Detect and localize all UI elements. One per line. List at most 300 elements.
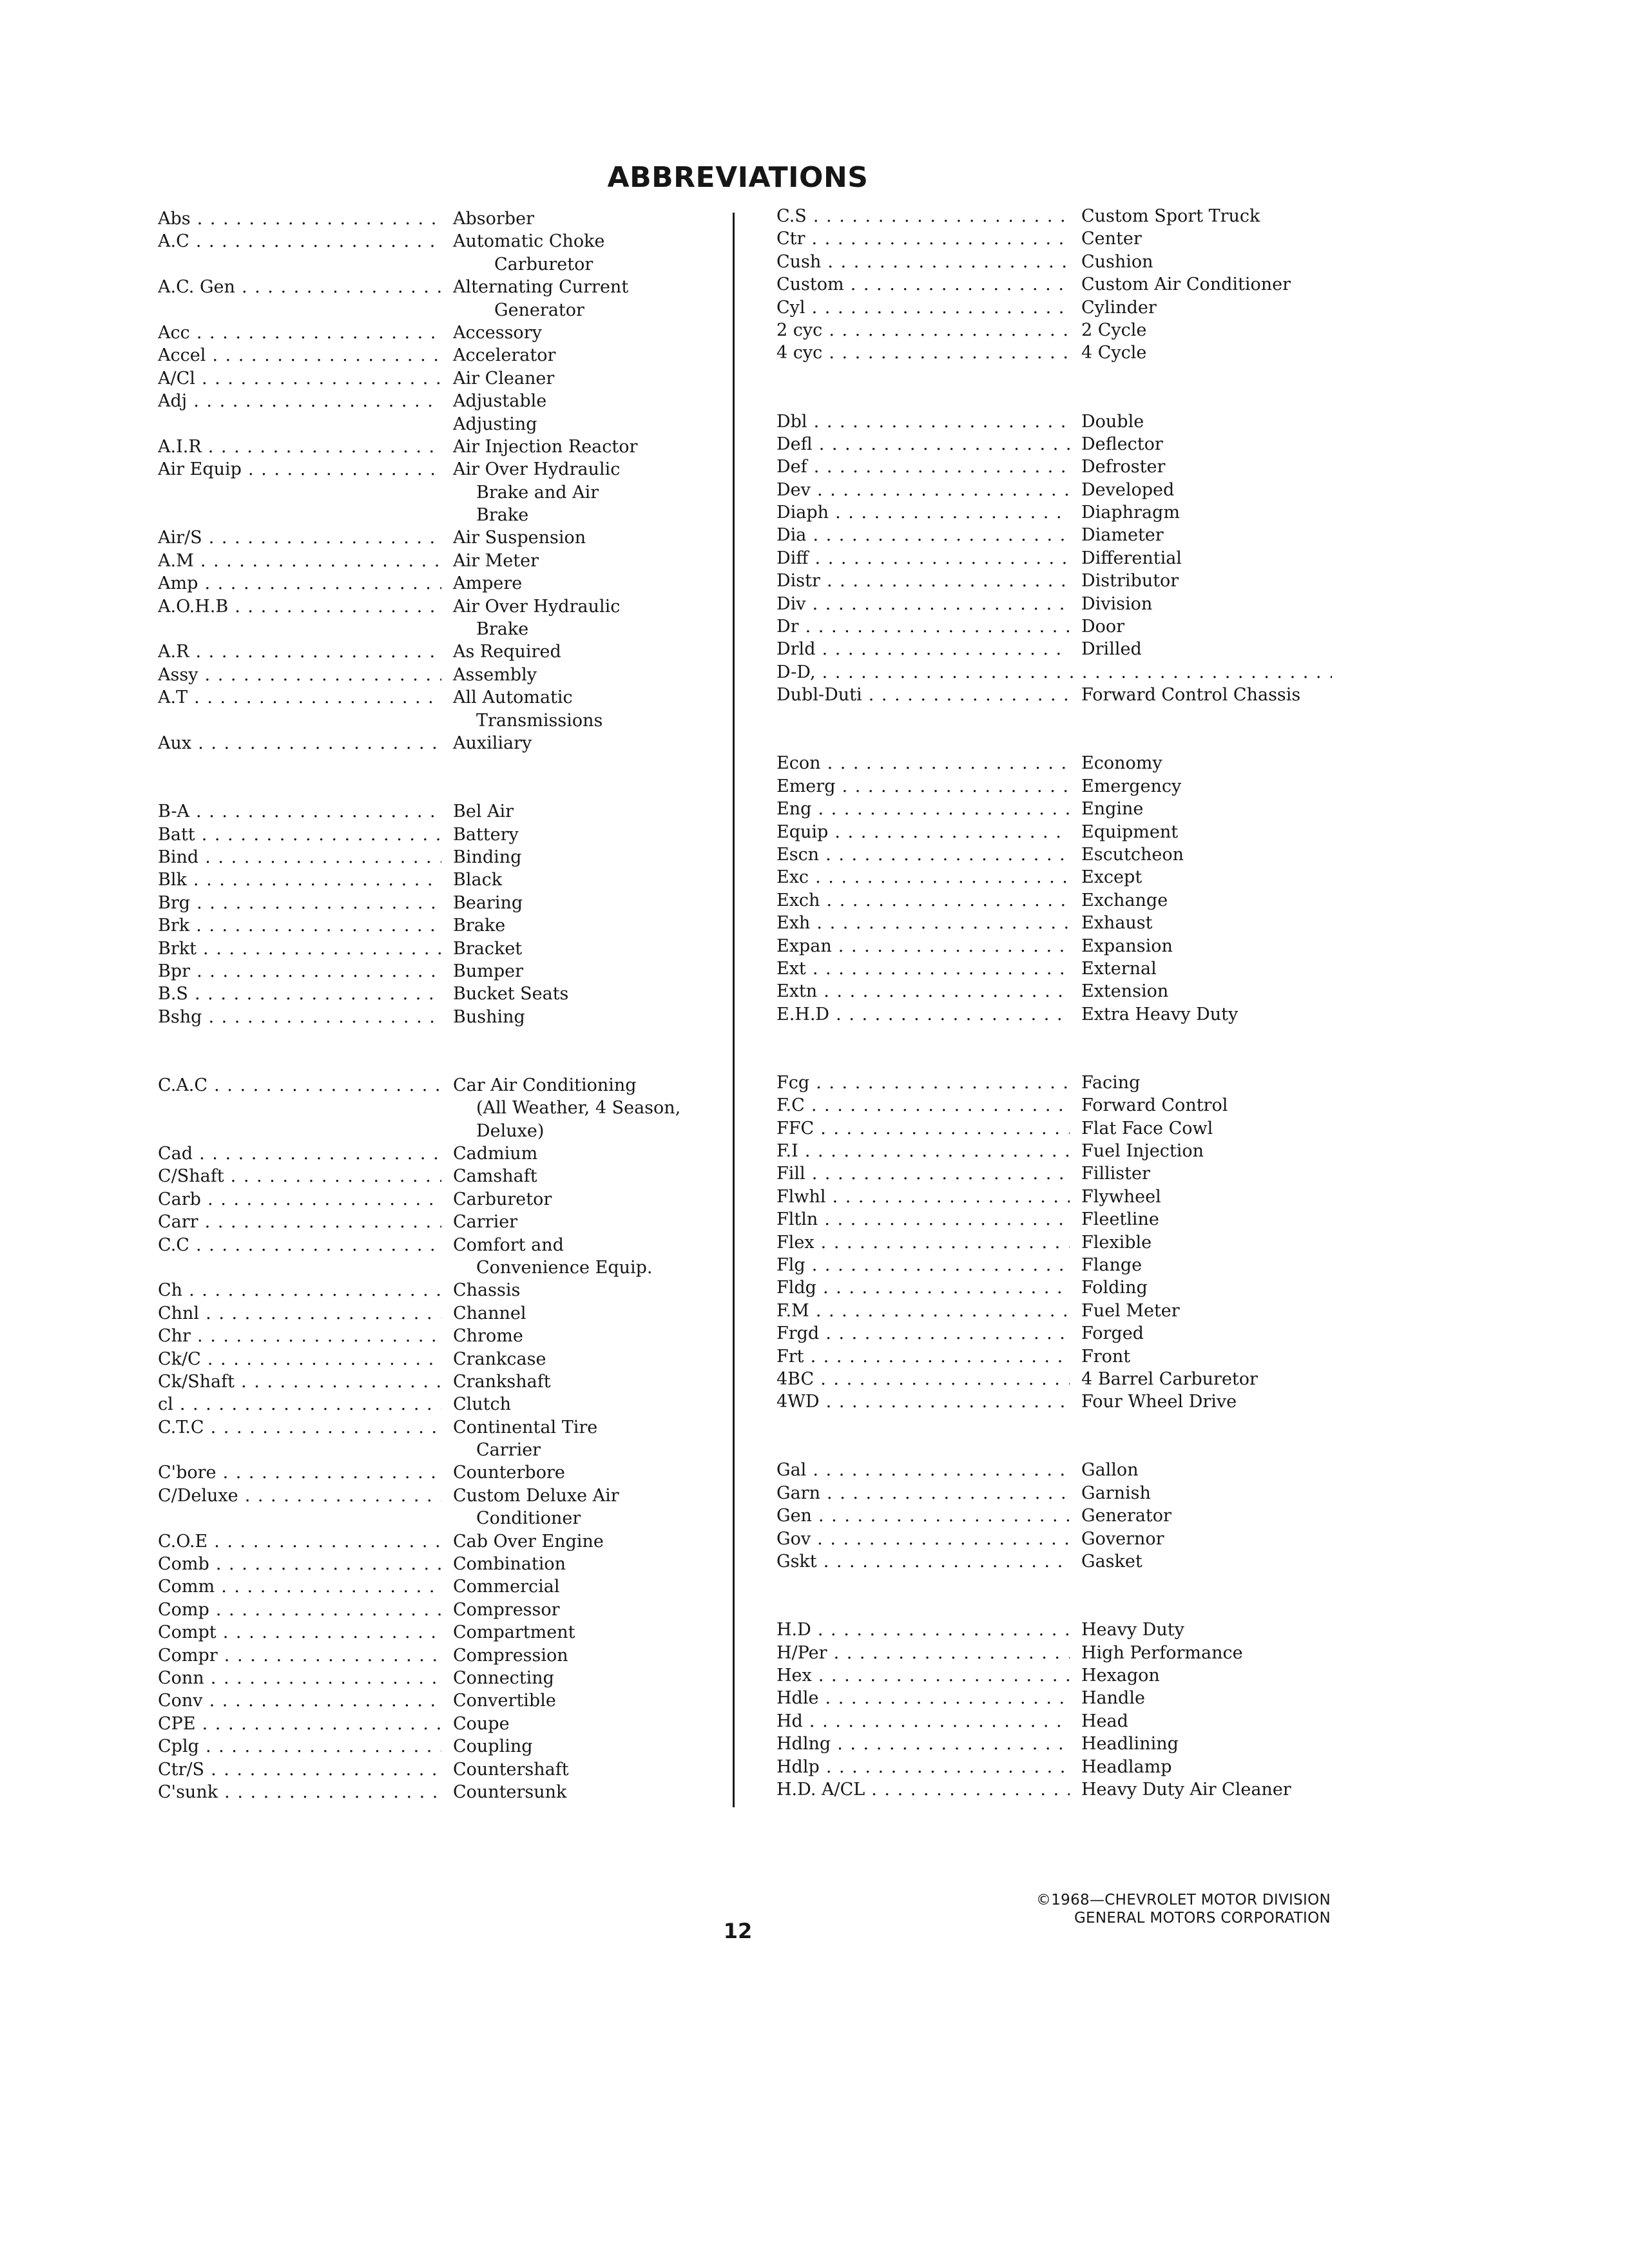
abbreviation-entry: [776, 843, 1344, 866]
abbreviation-definition: Battery: [453, 824, 519, 845]
abbreviation-term: Comp . . .: [158, 1599, 441, 1621]
abbreviation-definition: Air Meter: [453, 550, 539, 571]
abbreviation-entry: [776, 1003, 1344, 1026]
abbreviation-definition: Crankcase: [453, 1349, 546, 1369]
abbreviation-entry: [776, 341, 1344, 364]
abbreviation-term: H.D . . .: [776, 1619, 1070, 1641]
abbreviation-entry: [776, 912, 1344, 934]
entry-spacer: [776, 1414, 1344, 1436]
abbreviation-definition: Auxiliary: [453, 733, 532, 753]
abbreviation-term: Drld . . .: [776, 638, 1070, 660]
abbreviation-entry: [776, 1300, 1344, 1322]
abbreviation-definition: Compartment: [453, 1622, 575, 1643]
abbreviation-definition: Bracket: [453, 938, 523, 959]
abbreviation-entry: [158, 230, 718, 253]
abbreviation-definition: Carrier: [453, 1212, 518, 1233]
abbreviation-term: Distr . . .: [776, 570, 1070, 592]
abbreviation-term: B.S . . .: [158, 983, 441, 1005]
abbreviation-entry: [776, 1072, 1344, 1094]
abbreviation-entry: [158, 1599, 718, 1621]
abbreviation-definition: Accelerator: [453, 345, 556, 366]
definition-continuation: [158, 413, 718, 436]
abbreviation-entry: [158, 1302, 718, 1325]
entry-spacer: [776, 387, 1344, 410]
abbreviation-definition: Compression: [453, 1645, 568, 1666]
abbreviation-entry: [158, 1188, 718, 1211]
abbreviation-entry: [776, 935, 1344, 957]
definition-continuation-text: Adjusting: [453, 414, 537, 434]
abbreviation-term: Compr . . .: [158, 1644, 441, 1667]
abbreviation-term: Gal . . .: [776, 1459, 1070, 1481]
abbreviation-term: C/Shaft . . .: [158, 1165, 441, 1187]
abbreviation-entry: [776, 1550, 1344, 1573]
abbreviation-term: Gskt . . .: [776, 1550, 1070, 1573]
page-number: 12: [723, 1919, 753, 1943]
definition-continuation: [158, 1507, 718, 1530]
abbreviation-entry: [776, 1664, 1344, 1687]
abbreviation-entry: [776, 798, 1344, 820]
abbreviation-entry: [158, 960, 718, 983]
abbreviation-term: H/Per . . .: [776, 1642, 1070, 1664]
abbreviation-definition: Binding: [453, 847, 522, 867]
definition-continuation-text: Carburetor: [494, 254, 593, 274]
abbreviation-entry: [776, 889, 1344, 912]
abbreviation-term: Cplg . . .: [158, 1735, 441, 1758]
definition-continuation: [158, 253, 718, 276]
abbreviation-definition: Bearing: [453, 892, 523, 913]
abbreviation-definition: Handle: [1081, 1688, 1145, 1709]
abbreviation-entry: [158, 550, 718, 572]
abbreviation-definition: Center: [1081, 229, 1142, 249]
abbreviation-entry: [776, 1162, 1344, 1185]
abbreviation-entry: [158, 1781, 718, 1803]
abbreviation-term: Ck/Shaft . . .: [158, 1370, 441, 1393]
abbreviation-term: A.T . . .: [158, 686, 441, 709]
abbreviation-term: Garn . . .: [776, 1482, 1070, 1504]
abbreviation-term: Ext . . .: [776, 957, 1070, 980]
abbreviation-entry: [776, 775, 1344, 798]
entry-spacer: [776, 365, 1344, 387]
abbreviation-definition: Generator: [1081, 1506, 1171, 1526]
abbreviation-entry: [158, 1370, 718, 1393]
abbreviation-definition: Compressor: [453, 1599, 560, 1620]
abbreviation-entry: [776, 1254, 1344, 1276]
page-title: ABBREVIATIONS: [607, 161, 869, 194]
abbreviation-definition: Chassis: [453, 1280, 521, 1301]
abbreviation-definition: Distributor: [1081, 571, 1179, 591]
abbreviation-term: Flex . . .: [776, 1231, 1070, 1254]
abbreviation-term: Accel . . .: [158, 344, 441, 367]
abbreviation-definition: Chrome: [453, 1326, 523, 1347]
abbreviation-definition: [1332, 661, 1344, 684]
abbreviation-definition: Air Cleaner: [453, 368, 555, 389]
abbreviation-entry: [776, 661, 1344, 684]
abbreviation-term: Ck/C . . .: [158, 1348, 441, 1370]
abbreviation-definition: Channel: [453, 1303, 526, 1323]
definition-continuation-text: Brake: [476, 505, 529, 526]
abbreviation-entry: [158, 1416, 718, 1439]
definition-continuation: [158, 1256, 718, 1279]
abbreviation-entry: [776, 1733, 1344, 1755]
abbreviation-term: 4 cyc . . .: [776, 341, 1070, 364]
abbreviation-definition: Heavy Duty: [1081, 1620, 1184, 1640]
definition-continuation: [158, 481, 718, 504]
abbreviation-term: Batt . . .: [158, 823, 441, 846]
abbreviation-term: Comb . . .: [158, 1553, 441, 1575]
abbreviation-definition: Black: [453, 870, 503, 890]
abbreviation-definition: 4 Barrel Carburetor: [1081, 1369, 1258, 1389]
abbreviation-definition: Forged: [1081, 1323, 1144, 1344]
abbreviation-definition: Facing: [1081, 1072, 1141, 1093]
abbreviation-term: Hd . . .: [776, 1710, 1070, 1733]
entry-spacer: [158, 1051, 718, 1073]
abbreviation-definition: Ampere: [453, 573, 523, 594]
abbreviation-entry: [776, 1459, 1344, 1481]
abbreviation-term: Frgd . . .: [776, 1322, 1070, 1345]
abbreviation-definition: Cab Over Engine: [453, 1531, 604, 1552]
abbreviation-entry: [776, 1687, 1344, 1709]
abbreviation-entry: [776, 1322, 1344, 1345]
abbreviation-entry: [158, 937, 718, 960]
abbreviation-term: Amp . . .: [158, 572, 441, 595]
abbreviation-definition: Gallon: [1081, 1460, 1139, 1481]
definition-continuation: [158, 1120, 718, 1142]
abbreviation-term: FFC . . .: [776, 1117, 1070, 1140]
abbreviation-entry: [776, 1528, 1344, 1550]
abbreviation-entry: [158, 1689, 718, 1712]
abbreviation-definition: Forward Control Chassis: [1081, 685, 1301, 706]
abbreviation-definition: As Required: [453, 642, 561, 662]
abbreviation-definition: Flexible: [1081, 1232, 1152, 1253]
abbreviation-entry: [158, 276, 718, 298]
definition-continuation: [158, 618, 718, 640]
abbreviation-definition: Commercial: [453, 1577, 560, 1597]
abbreviation-definition: Expansion: [1081, 936, 1173, 956]
abbreviation-entry: [158, 572, 718, 595]
entry-spacer: [158, 1028, 718, 1051]
abbreviation-definition: Adjustable: [453, 391, 547, 412]
abbreviation-entry: [158, 1006, 718, 1028]
abbreviation-entry: [158, 458, 718, 481]
abbreviation-definition: Convertible: [453, 1691, 556, 1711]
entry-spacer: [776, 1573, 1344, 1595]
abbreviation-entry: [158, 892, 718, 914]
abbreviation-entry: [776, 1208, 1344, 1231]
abbreviation-entry: [158, 1461, 718, 1484]
abbreviation-definition: Extension: [1081, 981, 1169, 1002]
abbreviation-term: E.H.D . . .: [776, 1003, 1070, 1026]
abbreviation-definition: Bushing: [453, 1006, 525, 1027]
abbreviation-term: C.O.E . . .: [158, 1530, 441, 1553]
abbreviation-term: Hdlp . . .: [776, 1756, 1070, 1778]
abbreviation-entry: [158, 640, 718, 663]
abbreviation-term: Ctr . . .: [776, 227, 1070, 250]
abbreviation-term: Bshg . . .: [158, 1006, 441, 1028]
abbreviation-definition: Differential: [1081, 548, 1182, 568]
abbreviation-entry: [158, 664, 718, 686]
entry-spacer: [158, 778, 718, 800]
abbreviation-term: Cush . . .: [776, 251, 1070, 273]
definition-continuation: [158, 1097, 718, 1119]
abbreviation-definition: Air Suspension: [453, 528, 586, 548]
abbreviation-entry: [158, 1530, 718, 1553]
abbreviation-term: Expan . . .: [776, 935, 1070, 957]
abbreviation-definition: Garnish: [1081, 1483, 1151, 1503]
abbreviation-term: A.I.R . . .: [158, 436, 441, 458]
copyright-line-1: ©1968—CHEVROLET MOTOR DIVISION: [1036, 1892, 1331, 1908]
definition-continuation: [158, 299, 718, 322]
abbreviation-term: Emerg . . .: [776, 775, 1070, 798]
abbreviation-entry: [158, 823, 718, 846]
abbreviation-entry: [158, 1279, 718, 1302]
abbreviation-term: Air/S . . .: [158, 526, 441, 549]
abbreviation-entry: [158, 1713, 718, 1735]
abbreviation-term: A.M . . .: [158, 550, 441, 572]
abbreviation-definition: Gasket: [1081, 1552, 1142, 1572]
abbreviation-entry: [158, 1074, 718, 1097]
entry-spacer: [776, 729, 1344, 752]
abbreviation-term: Dubl-Duti . . .: [776, 684, 1070, 706]
abbreviation-term: Def . . .: [776, 456, 1070, 478]
abbreviation-term: Exch . . .: [776, 889, 1070, 912]
abbreviation-definition: Automatic Choke: [453, 231, 605, 252]
abbreviation-definition: Flywheel: [1081, 1186, 1161, 1207]
abbreviation-term: Fill . . .: [776, 1162, 1070, 1185]
abbreviation-definition: Car Air Conditioning: [453, 1075, 637, 1095]
definition-continuation: [158, 1439, 718, 1461]
abbreviation-definition: Extra Heavy Duty: [1081, 1004, 1239, 1024]
abbreviation-term: Equip . . .: [776, 821, 1070, 843]
abbreviation-definition: Counterbore: [453, 1463, 565, 1483]
abbreviation-term: Exc . . .: [776, 866, 1070, 889]
column-divider: [733, 213, 735, 1807]
abbreviation-definition: Forward Control: [1081, 1095, 1228, 1116]
abbreviation-term: Dbl . . .: [776, 410, 1070, 433]
abbreviation-definition: Cushion: [1081, 251, 1153, 272]
definition-continuation-text: (All Weather, 4 Season,: [476, 1098, 681, 1119]
abbreviation-definition: Four Wheel Drive: [1081, 1392, 1237, 1412]
abbreviation-definition: Accessory: [453, 322, 542, 343]
abbreviation-definition: Comfort and: [453, 1235, 564, 1255]
abbreviation-entry: [776, 296, 1344, 319]
abbreviation-definition: Coupe: [453, 1713, 510, 1734]
abbreviation-term: Flg . . .: [776, 1254, 1070, 1276]
abbreviation-term: Cad . . .: [158, 1142, 441, 1165]
abbreviation-entry: [776, 456, 1344, 478]
abbreviation-term: F.I . . .: [776, 1140, 1070, 1162]
abbreviation-entry: [776, 1231, 1344, 1254]
abbreviation-term: A/Cl . . .: [158, 367, 441, 390]
abbreviation-list-right: [776, 205, 1344, 1801]
abbreviation-entry: [158, 1393, 718, 1416]
abbreviation-entry: [776, 1276, 1344, 1299]
abbreviation-definition: Fuel Meter: [1081, 1300, 1180, 1321]
abbreviation-term: Compt . . .: [158, 1621, 441, 1644]
abbreviation-entry: [776, 1186, 1344, 1208]
abbreviation-entry: [158, 322, 718, 344]
abbreviation-entry: [158, 1348, 718, 1370]
abbreviation-term: Brg . . .: [158, 892, 441, 914]
abbreviation-term: C'sunk . . .: [158, 1781, 441, 1803]
abbreviation-entry: [158, 686, 718, 709]
abbreviation-entry: [158, 1644, 718, 1667]
abbreviation-entry: [158, 914, 718, 937]
abbreviation-definition: Custom Sport Truck: [1081, 206, 1260, 226]
abbreviation-definition: High Performance: [1081, 1642, 1243, 1663]
abbreviation-entry: [158, 1142, 718, 1165]
abbreviation-term: Ch . . .: [158, 1279, 441, 1302]
abbreviation-definition: Coupling: [453, 1736, 533, 1757]
abbreviation-term: H.D. A/CL . . .: [776, 1778, 1070, 1801]
abbreviation-entry: [776, 433, 1344, 456]
abbreviation-entry: [776, 1140, 1344, 1162]
abbreviation-entry: [776, 1778, 1344, 1801]
abbreviation-term: 4WD . . .: [776, 1390, 1070, 1413]
abbreviation-entry: [776, 866, 1344, 889]
abbreviation-term: Dr . . .: [776, 615, 1070, 638]
abbreviation-entry: [776, 980, 1344, 1003]
abbreviation-term: Conv . . .: [158, 1689, 441, 1712]
abbreviation-entry: [158, 983, 718, 1005]
abbreviation-definition: Clutch: [453, 1394, 512, 1415]
abbreviation-term: Assy . . .: [158, 664, 441, 686]
abbreviation-definition: Continental Tire: [453, 1417, 598, 1437]
abbreviation-term: F.M . . .: [776, 1300, 1070, 1322]
abbreviation-entry: [158, 1758, 718, 1781]
abbreviation-entry: [158, 1165, 718, 1187]
abbreviation-definition: Engine: [1081, 799, 1144, 820]
abbreviation-entry: [158, 207, 718, 230]
abbreviation-term: Dia . . .: [776, 524, 1070, 546]
definition-continuation-text: Generator: [494, 300, 584, 320]
abbreviation-term: Diaph . . .: [776, 501, 1070, 524]
abbreviation-term: Abs . . .: [158, 207, 441, 230]
abbreviation-term: A.C. Gen . . .: [158, 276, 441, 298]
abbreviation-definition: External: [1081, 958, 1157, 979]
abbreviation-definition: Front: [1081, 1346, 1131, 1367]
abbreviation-term: Econ . . .: [776, 752, 1070, 774]
entry-spacer: [776, 1596, 1344, 1619]
abbreviation-term: Bpr . . .: [158, 960, 441, 983]
abbreviation-entry: [158, 1621, 718, 1644]
abbreviation-definition: Emergency: [1081, 776, 1182, 796]
abbreviation-definition: Bucket Seats: [453, 984, 569, 1004]
definition-continuation: [158, 504, 718, 526]
abbreviation-entry: [776, 593, 1344, 615]
abbreviation-term: D-D, . . .: [776, 661, 1332, 684]
abbreviation-definition: Countershaft: [453, 1759, 569, 1780]
abbreviation-term: Acc . . .: [158, 322, 441, 344]
abbreviation-term: Hex . . .: [776, 1664, 1070, 1687]
abbreviation-definition: Assembly: [453, 664, 537, 685]
copyright-line-2: GENERAL MOTORS CORPORATION: [1074, 1910, 1331, 1927]
abbreviation-entry: [158, 869, 718, 891]
abbreviation-definition: Camshaft: [453, 1166, 537, 1187]
abbreviation-entry: [158, 846, 718, 869]
abbreviation-entry: [776, 410, 1344, 433]
abbreviation-definition: Brake: [453, 916, 506, 936]
abbreviation-term: Div . . .: [776, 593, 1070, 615]
abbreviation-entry: [776, 1117, 1344, 1140]
abbreviation-definition: Heavy Duty Air Cleaner: [1081, 1779, 1291, 1800]
abbreviation-definition: Countersunk: [453, 1782, 567, 1802]
entry-spacer: [776, 1048, 1344, 1071]
abbreviation-term: B-A . . .: [158, 800, 441, 823]
definition-continuation-text: Brake and Air: [476, 482, 599, 503]
abbreviation-term: Gov . . .: [776, 1528, 1070, 1550]
abbreviation-definition: Air Over Hydraulic: [453, 596, 621, 617]
abbreviation-entry: [158, 1234, 718, 1256]
abbreviation-entry: [158, 344, 718, 367]
abbreviation-entry: [776, 547, 1344, 570]
abbreviation-entry: [158, 436, 718, 458]
abbreviation-definition: Cadmium: [453, 1144, 538, 1164]
abbreviation-term: A.R . . .: [158, 640, 441, 663]
abbreviation-entry: [776, 227, 1344, 250]
abbreviation-definition: Drilled: [1081, 639, 1142, 660]
abbreviation-definition: Deflector: [1081, 434, 1163, 454]
abbreviation-term: Cyl . . .: [776, 296, 1070, 319]
abbreviation-entry: [776, 684, 1344, 706]
abbreviation-definition: Diaphragm: [1081, 503, 1180, 523]
abbreviation-entry: [158, 1211, 718, 1233]
abbreviation-term: Carr . . .: [158, 1211, 441, 1233]
abbreviation-entry: [158, 1575, 718, 1598]
abbreviation-entry: [776, 319, 1344, 341]
abbreviation-definition: Fuel Injection: [1081, 1141, 1204, 1162]
abbreviation-entry: [776, 1504, 1344, 1527]
abbreviation-entry: [776, 479, 1344, 501]
abbreviation-entry: [776, 1710, 1344, 1733]
abbreviation-entry: [776, 1482, 1344, 1504]
abbreviation-definition: All Automatic: [453, 687, 573, 708]
abbreviation-entry: [776, 570, 1344, 592]
definition-continuation-text: Deluxe): [476, 1120, 545, 1141]
abbreviation-definition: Developed: [1081, 479, 1175, 500]
abbreviation-term: Chr . . .: [158, 1325, 441, 1347]
abbreviation-definition: Bel Air: [453, 802, 514, 822]
abbreviation-term: Conn . . .: [158, 1667, 441, 1689]
abbreviation-definition: Economy: [1081, 753, 1162, 774]
abbreviation-entry: [158, 1735, 718, 1758]
abbreviation-term: Defl . . .: [776, 433, 1070, 456]
abbreviation-definition: 2 Cycle: [1081, 320, 1147, 340]
abbreviation-definition: 4 Cycle: [1081, 343, 1147, 363]
abbreviation-term: 2 cyc . . .: [776, 319, 1070, 341]
abbreviation-entry: [776, 251, 1344, 273]
abbreviation-entry: [776, 273, 1344, 296]
abbreviation-entry: [158, 1325, 718, 1347]
abbreviation-term: Extn . . .: [776, 980, 1070, 1003]
abbreviation-term: Fcg . . .: [776, 1072, 1070, 1094]
abbreviation-entry: [158, 390, 718, 412]
abbreviation-definition: Crankshaft: [453, 1371, 551, 1392]
abbreviation-entry: [776, 1619, 1344, 1641]
abbreviation-term: Hdle . . .: [776, 1687, 1070, 1709]
abbreviation-definition: Air Injection Reactor: [453, 436, 638, 457]
abbreviation-entry: [776, 1094, 1344, 1117]
abbreviation-definition: Double: [1081, 411, 1144, 432]
abbreviation-term: Ctr/S . . .: [158, 1758, 441, 1781]
entry-spacer: [158, 754, 718, 777]
abbreviation-term: Gen . . .: [776, 1504, 1070, 1527]
abbreviation-entry: [776, 524, 1344, 546]
abbreviation-term: Air Equip . . .: [158, 458, 441, 481]
abbreviation-term: A.C . . .: [158, 230, 441, 253]
abbreviation-term: Chnl . . .: [158, 1302, 441, 1325]
abbreviation-term: C/Deluxe . . .: [158, 1485, 441, 1507]
abbreviation-term: CPE . . .: [158, 1713, 441, 1735]
